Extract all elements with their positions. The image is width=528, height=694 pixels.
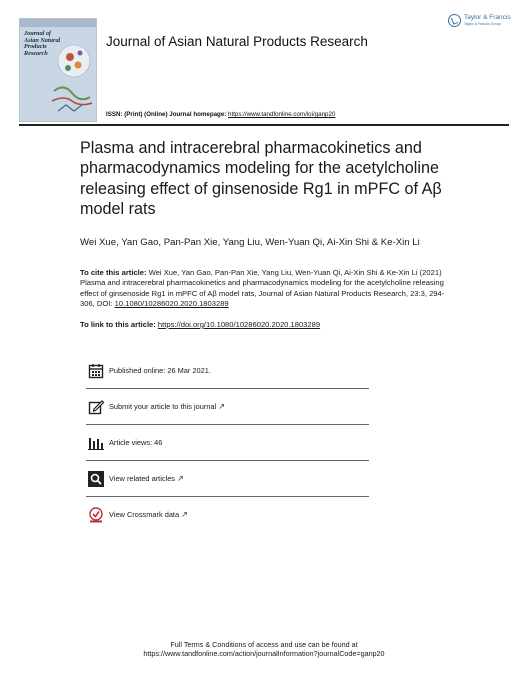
doi-link[interactable]: 10.1080/10286020.2020.1803289 <box>114 299 229 309</box>
cover-title-line: Journal of <box>24 30 51 37</box>
taylor-francis-logo <box>448 14 518 32</box>
edit-pencil-icon <box>88 399 104 415</box>
publisher-name: Taylor & Francis <box>464 14 511 21</box>
cover-title-line: Research <box>24 49 48 57</box>
external-link-icon: ↗ <box>218 402 225 411</box>
external-link-icon: ↗ <box>181 510 188 519</box>
taylor-francis-logo-icon <box>448 14 461 27</box>
issn-label: ISSN: (Print) (Online) Journal homepage: <box>106 111 229 118</box>
article-title: Plasma and intracerebral pharmacokinetics and pharmacodynamics modeling for the acetylcholine releasing effect of ginsenoside Rg1 in mPFC of Aβ model rats <box>80 139 442 218</box>
list-divider <box>86 496 369 497</box>
article-views-item <box>86 426 369 460</box>
crossmark-icon <box>88 507 104 523</box>
cover-title-line: Products <box>24 43 47 51</box>
footer-terms-link[interactable]: https://www.tandfonline.com/action/journalInformation?journalCode=ganp20 <box>143 649 385 659</box>
footer-terms-text: Full Terms & Conditions of access and use can be found at <box>170 640 358 649</box>
external-link-icon: ↗ <box>177 474 184 483</box>
cover-top-band <box>20 19 96 27</box>
search-related-icon <box>88 471 104 487</box>
cover-title-line: Asian Natural <box>24 36 61 44</box>
article-link-line <box>80 320 320 329</box>
list-divider <box>86 424 369 425</box>
journal-name[interactable]: Journal of Asian Natural Products Research <box>106 34 368 49</box>
published-online-label: Published online: 26 Mar 2021. <box>109 366 211 375</box>
header-divider <box>19 124 509 126</box>
article-views-label: Article views: 46 <box>109 438 163 447</box>
submit-article-label[interactable]: Submit your article to this journal <box>109 402 217 411</box>
footer <box>0 640 528 659</box>
published-online-item <box>86 354 369 388</box>
issn-line <box>106 111 335 118</box>
journal-homepage-link[interactable]: https://www.tandfonline.com/loi/ganp20 <box>228 111 336 118</box>
submit-article-item[interactable] <box>86 390 369 424</box>
journal-cover-image <box>19 18 97 122</box>
publisher-group: Taylor & Francis Group <box>464 22 501 26</box>
citation-block <box>80 268 456 310</box>
citation-label: To cite this article: <box>80 268 147 277</box>
related-articles-link[interactable] <box>109 474 184 483</box>
bar-chart-icon <box>88 435 104 451</box>
related-articles-item[interactable] <box>86 462 369 496</box>
crossmark-label[interactable]: View Crossmark data <box>109 510 180 519</box>
article-doi-url[interactable]: https://doi.org/10.1080/10286020.2020.1803289 <box>157 320 321 329</box>
related-articles-label[interactable]: View related articles <box>109 474 175 483</box>
crossmark-link[interactable] <box>109 510 188 519</box>
article-authors: Wei Xue, Yan Gao, Pan-Pan Xie, Yang Liu, Wen-Yuan Qi, Ai-Xin Shi & Ke-Xin Li <box>80 237 420 248</box>
article-link-label: To link to this article: <box>80 320 158 329</box>
submit-article-link[interactable] <box>109 402 225 411</box>
calendar-icon <box>88 363 104 379</box>
citation-text: Wei Xue, Yan Gao, Pan-Pan Xie, Yang Liu, Wen-Yuan Qi, Ai-Xin Shi & Ke-Xin Li (2021) Plasma and intracerebral pharmacokinetics and pharmacodynamics modeling for the acetylcholine releasing effect of ginsenoside Rg1 in mPFC of Aβ model rats, Journal of Asian Natural Products Research, 23:3, 294-306, DOI: <box>80 268 445 309</box>
cover-molecule-graphic <box>48 39 96 121</box>
list-divider <box>86 460 369 461</box>
crossmark-item[interactable] <box>86 498 369 532</box>
list-divider <box>86 388 369 389</box>
